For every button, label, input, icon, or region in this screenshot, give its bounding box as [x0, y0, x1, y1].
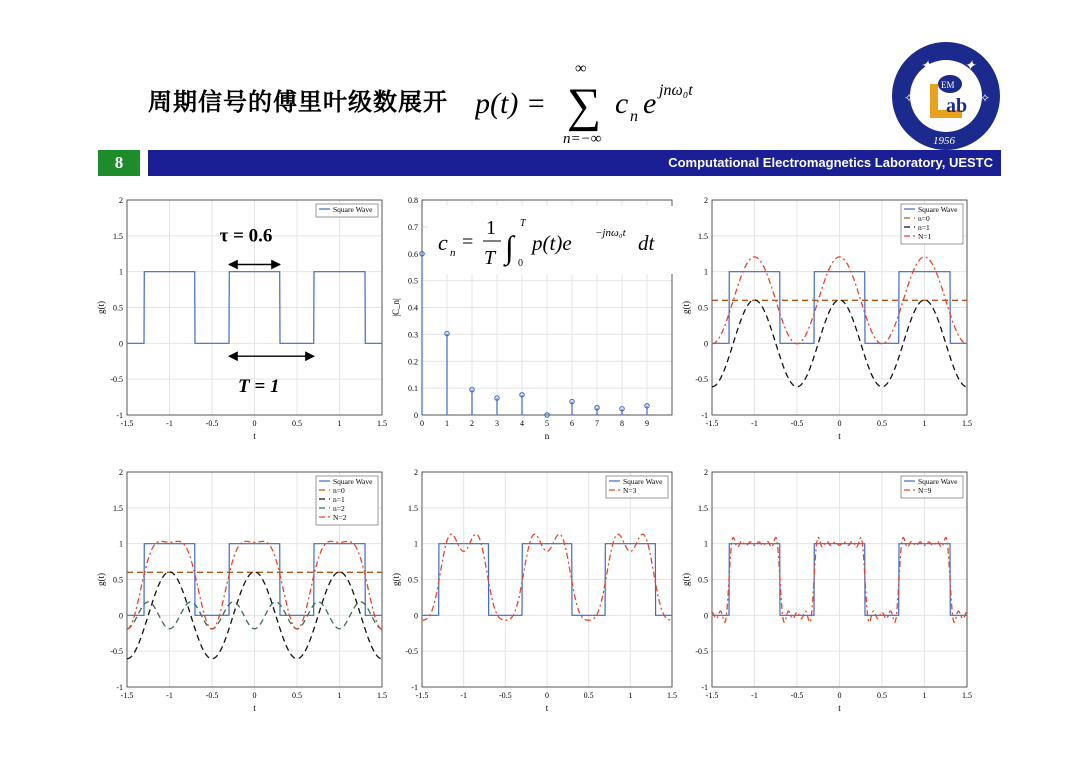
x-tick-label: 5: [545, 419, 549, 428]
x-tick-label: -0.5: [205, 419, 219, 428]
y-tick-label: 0.8: [408, 196, 418, 205]
legend-label: n=0: [333, 486, 345, 495]
y-axis-label: g(t): [681, 301, 691, 314]
legend-label: Square Wave: [918, 205, 958, 214]
x-tick-label: 8: [620, 419, 624, 428]
formula-term: c: [615, 87, 629, 120]
legend-label: N=9: [918, 486, 932, 495]
y-tick-label: 0: [414, 611, 418, 621]
legend-label: Square Wave: [918, 477, 958, 486]
y-tick-label: 1.5: [698, 231, 708, 241]
logo-badge: EM: [941, 80, 955, 90]
x-tick-label: 1.5: [962, 691, 972, 700]
y-tick-label: 1.5: [698, 503, 708, 513]
y-axis-label: g(t): [96, 573, 106, 586]
y-tick-label: 2: [704, 196, 708, 205]
x-tick-label: 1: [922, 691, 927, 700]
integral-sign: ∫: [505, 229, 514, 265]
y-tick-label: -0.5: [110, 647, 123, 657]
x-tick-label: 1.5: [377, 691, 387, 700]
x-tick-label: 1: [445, 419, 449, 428]
y-tick-label: 0.5: [698, 303, 708, 313]
logo-year: 1956: [933, 135, 955, 147]
coef-eq: =: [462, 231, 474, 253]
x-tick-label: 0: [545, 691, 549, 700]
x-tick-label: 1: [922, 419, 927, 428]
y-tick-label: 1.5: [113, 503, 123, 513]
y-tick-label: 2: [704, 468, 708, 477]
y-tick-label: 1: [414, 539, 418, 549]
x-axis-label: t: [545, 703, 549, 713]
y-axis-label: g(t): [681, 573, 691, 586]
y-tick-label: 1: [119, 539, 123, 549]
legend-label: N=1: [918, 232, 932, 241]
legend-label: n=0: [918, 214, 930, 223]
y-tick-label: 1.5: [113, 231, 123, 241]
x-tick-label: 0: [252, 691, 257, 700]
formula-sum-top: ∞: [575, 60, 587, 77]
plot-coefficient-magnitude: [390, 190, 685, 445]
x-tick-label: 0: [420, 419, 424, 428]
y-tick-label: 1: [704, 267, 708, 277]
y-tick-label: 2: [119, 196, 123, 205]
y-tick-label: -0.5: [695, 375, 708, 385]
y-tick-label: -1: [701, 411, 708, 420]
y-tick-label: 0.3: [408, 330, 418, 340]
y-tick-label: 0.5: [113, 575, 123, 585]
x-tick-label: 7: [595, 419, 599, 428]
x-axis-label: n: [544, 431, 550, 441]
y-tick-label: 2: [119, 468, 123, 477]
y-tick-label: 0.7: [408, 222, 418, 232]
svg-text:✦: ✦: [920, 59, 932, 74]
formula-sum-sign: ∑: [567, 79, 602, 132]
y-tick-label: 0.5: [113, 303, 123, 313]
x-tick-label: -1.5: [120, 691, 134, 700]
formula-term-sub: n: [630, 108, 638, 125]
y-tick-label: 1: [704, 539, 708, 549]
coef-body: p(t)e: [532, 231, 572, 255]
y-tick-label: 0: [414, 411, 418, 420]
logo-text: ab: [946, 95, 968, 117]
fourier-series-formula: [475, 55, 735, 150]
x-tick-label: 2: [470, 419, 474, 428]
formula-exp-sup: jnω₀t: [659, 82, 693, 99]
x-tick-label: -0.5: [790, 419, 804, 428]
x-tick-label: 0.5: [877, 419, 887, 428]
x-tick-label: 1.5: [377, 419, 387, 428]
coef-body-sup: −jnω₀t: [595, 227, 626, 239]
x-tick-label: 1: [337, 691, 342, 700]
x-tick-label: -1: [460, 691, 468, 700]
y-tick-label: -0.5: [110, 375, 123, 385]
formula-exp: e: [643, 87, 657, 120]
header-bar: [148, 150, 1001, 176]
legend-label: n=2: [333, 504, 345, 513]
legend-label: Square Wave: [333, 477, 373, 486]
plot-square-wave: [95, 190, 395, 445]
y-tick-label: 1: [119, 267, 123, 277]
x-tick-label: -0.5: [498, 691, 512, 700]
period-annotation: T = 1: [238, 376, 280, 398]
x-tick-label: 9: [645, 419, 649, 428]
x-tick-label: -1.5: [705, 691, 719, 700]
plot-partial-sum-n3: [390, 462, 685, 717]
x-tick-label: 0: [252, 419, 257, 428]
y-tick-label: 0.4: [408, 303, 418, 313]
formula-lhs: p(t) =: [475, 87, 547, 120]
legend-label: Square Wave: [333, 205, 373, 214]
x-tick-label: -1: [751, 691, 758, 700]
lab-logo: [890, 40, 1002, 152]
y-axis-label: g(t): [96, 301, 106, 314]
svg-text:✧: ✧: [980, 91, 991, 105]
y-tick-label: 0.5: [698, 575, 708, 585]
x-axis-label: t: [838, 703, 841, 713]
y-tick-label: 0.6: [408, 249, 418, 259]
lab-name: Computational Electromagnetics Laboratory, UESTC: [668, 155, 993, 170]
x-tick-label: 0: [837, 419, 842, 428]
y-tick-label: 0.5: [408, 276, 418, 286]
y-tick-label: -1: [116, 411, 123, 420]
y-tick-label: 0: [119, 339, 123, 349]
x-tick-label: -1: [166, 419, 173, 428]
y-tick-label: -0.5: [405, 647, 418, 657]
x-tick-label: 0.5: [583, 691, 594, 700]
x-tick-label: 1.5: [667, 691, 677, 700]
x-tick-label: -1: [751, 419, 758, 428]
x-tick-label: 0.5: [877, 691, 887, 700]
coef-den: T: [484, 247, 496, 269]
legend-label: N=3: [623, 486, 637, 495]
x-tick-label: -1: [166, 691, 173, 700]
y-tick-label: -1: [116, 683, 123, 692]
x-tick-label: 1.5: [962, 419, 972, 428]
x-axis-label: t: [838, 431, 841, 441]
legend-label: N=2: [333, 513, 347, 522]
y-tick-label: 0.5: [408, 575, 418, 585]
y-axis-label: |C_n|: [391, 298, 401, 317]
x-tick-label: 1: [628, 691, 633, 700]
slide-title: 周期信号的傅里叶级数展开: [148, 88, 448, 116]
x-tick-label: -1.5: [415, 691, 429, 700]
x-axis-label: t: [253, 703, 256, 713]
y-tick-label: 1.5: [408, 503, 418, 513]
plot-partial-sum-n9: [680, 462, 980, 717]
slide-number: 8: [98, 150, 140, 176]
svg-text:✦: ✦: [964, 59, 976, 74]
x-tick-label: -0.5: [205, 691, 219, 700]
legend-label: n=1: [918, 223, 930, 232]
x-tick-label: -1.5: [705, 419, 719, 428]
y-tick-label: -0.5: [695, 647, 708, 657]
legend-label: n=1: [333, 495, 345, 504]
formula-sum-bottom: n=−∞: [563, 131, 602, 147]
x-tick-label: -1.5: [120, 419, 134, 428]
y-axis-label: g(t): [391, 573, 401, 586]
x-tick-label: 3: [495, 419, 499, 428]
x-tick-label: 0.5: [292, 691, 302, 700]
y-tick-label: 2: [414, 468, 418, 477]
coef-lhs: c: [438, 230, 448, 255]
x-tick-label: 4: [520, 419, 524, 428]
x-tick-label: 0.5: [292, 419, 302, 428]
x-axis-label: t: [253, 431, 256, 441]
plot-partial-sum-n2: [95, 462, 395, 717]
plot-partial-sum-n1: [680, 190, 980, 445]
x-tick-label: 0: [837, 691, 842, 700]
y-tick-label: 0: [119, 611, 123, 621]
integral-top: T: [520, 218, 526, 229]
x-tick-label: -0.5: [790, 691, 804, 700]
x-tick-label: 6: [570, 419, 574, 428]
y-tick-label: -1: [411, 683, 418, 692]
svg-text:✧: ✧: [904, 91, 915, 105]
y-tick-label: 0: [704, 611, 708, 621]
tau-annotation: τ = 0.6: [219, 225, 273, 247]
y-tick-label: -1: [701, 683, 708, 692]
coef-num: 1: [486, 217, 496, 239]
legend-label: Square Wave: [623, 477, 663, 486]
coef-tail: dt: [638, 231, 655, 255]
integral-bottom: 0: [518, 258, 523, 269]
x-tick-label: 1: [337, 419, 342, 428]
coef-lhs-sub: n: [450, 247, 456, 259]
y-tick-label: 0.2: [408, 357, 418, 367]
y-tick-label: 0: [704, 339, 708, 349]
y-tick-label: 0.1: [408, 384, 418, 394]
